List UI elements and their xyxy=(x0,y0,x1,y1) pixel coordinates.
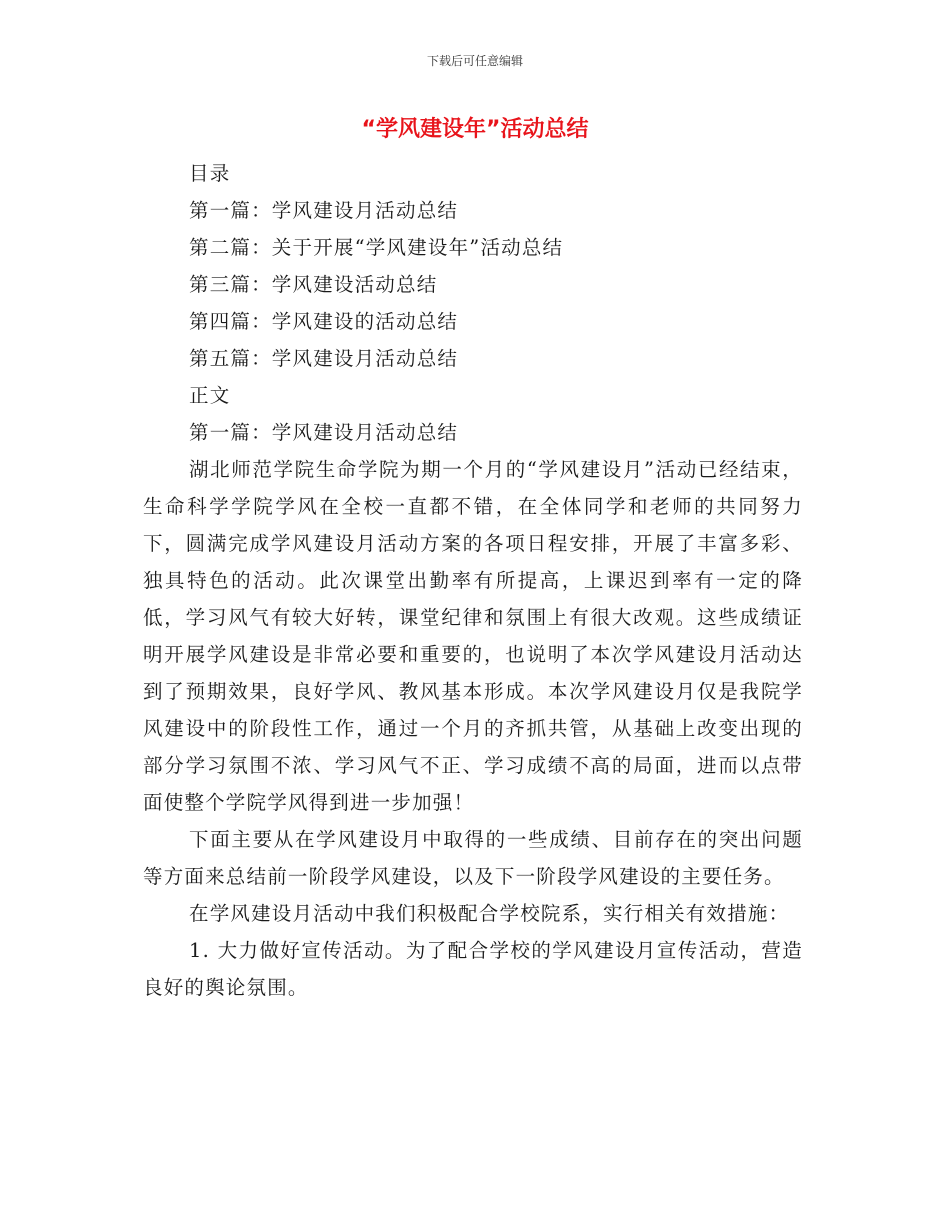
section-title: 第一篇：学风建设月活动总结 xyxy=(189,421,459,444)
toc-item: 第一篇：学风建设月活动总结 xyxy=(189,199,459,222)
toc-item: 第二篇：关于开展“学风建设年”活动总结 xyxy=(189,236,564,259)
body-paragraph: 下面主要从在学风建设月中取得的一些成绩、目前存在的突出问题等方面来总结前一阶段学风建设，以及下一阶段学风建设的主要任务。 xyxy=(143,828,803,888)
toc-item: 第五篇：学风建设月活动总结 xyxy=(189,347,459,370)
body-paragraph: 在学风建设月活动中我们积极配合学校院系，实行相关有效措施： xyxy=(189,902,790,925)
document-title: “学风建设年”活动总结 xyxy=(361,117,589,142)
toc-heading: 目录 xyxy=(189,162,231,185)
toc-item: 第四篇：学风建设的活动总结 xyxy=(189,310,459,333)
body-heading: 正文 xyxy=(189,384,231,407)
header-note: 下载后可任意编辑 xyxy=(426,54,523,68)
body-paragraph: 1. 大力做好宣传活动。为了配合学校的学风建设月宣传活动，营造良好的舆论氛围。 xyxy=(143,939,803,999)
document-content xyxy=(143,155,803,1006)
body-paragraph: 湖北师范学院生命学院为期一个月的“学风建设月”活动已经结束，生命科学学院学风在全校一直都不错，在全体同学和老师的共同努力下，圆满完成学风建设月活动方案的各项日程安排，开展了丰富多彩、独具特色的活动。此次课堂出勤率有所提高，上课迟到率有一定的降低，学习风气有较大好转，课堂纪律和氛围上有很大改观。这些成绩证明开展学风建设是非常必要和重要的，也说明了本次学风建设月活动达到了预期效果，良好学风、教风基本形成。本次学风建设月仅是我院学风建设中的阶段性工作，通过一个月的齐抓共管，从基础上改变出现的部分学习氛围不浓、学习风气不正、学习成绩不高的局面，进而以点带面使整个学院学风得到进一步加强！ xyxy=(143,458,803,814)
toc-item: 第三篇：学风建设活动总结 xyxy=(189,273,438,296)
